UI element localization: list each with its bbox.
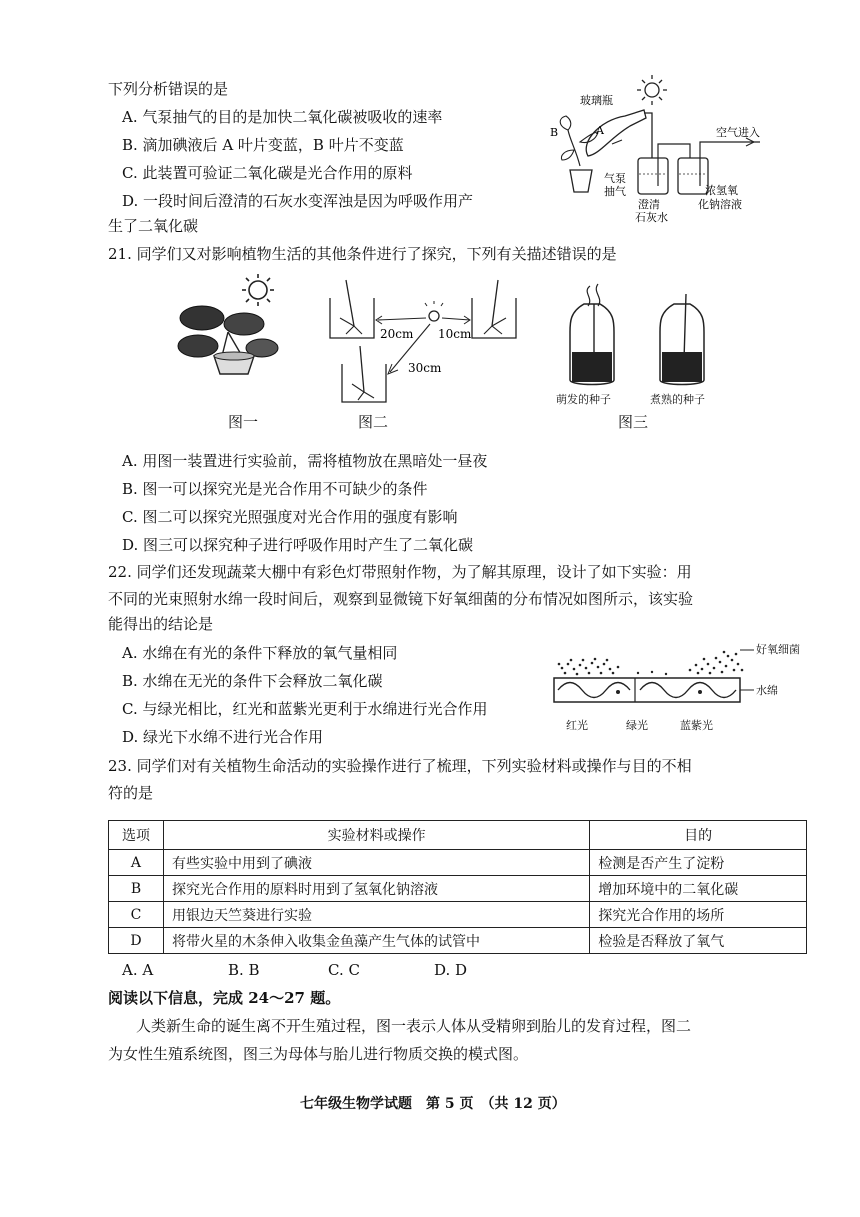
green-light-label: 绿光 — [626, 719, 648, 732]
table-row — [109, 850, 807, 876]
table-cell: 用银边天竺葵进行实验 — [163, 902, 589, 928]
table-cell: 探究光合作用的原料时用到了氢氧化钠溶液 — [163, 876, 589, 902]
q22-stem-line-1: 22. 同学们还发现蔬菜大棚中有彩色灯带照射作物，为了解其原理，设计了如下实验：用 — [108, 563, 692, 581]
q22-stem-line-2: 不同的光束照射水绵一段时间后，观察到显微镜下好氧细菌的分布情况如图所示，该实验 — [108, 590, 694, 608]
q20-apparatus-figure — [540, 70, 800, 224]
light-bulb-icon — [425, 301, 443, 321]
table-header: 实验材料或操作 — [163, 821, 589, 850]
q23-answer-a: A. A — [122, 961, 154, 979]
table-cell: 探究光合作用的场所 — [590, 902, 807, 928]
blue-violet-light-label: 蓝紫光 — [680, 719, 713, 732]
table-cell: 检测是否产生了淀粉 — [590, 850, 807, 876]
fig2-distance-30: 30cm — [408, 361, 442, 375]
table-cell: 将带火星的木条伸入收集金鱼藻产生气体的试管中 — [163, 928, 589, 954]
q22-option-c: C. 与绿光相比，红光和蓝紫光更利于水绵进行光合作用 — [122, 700, 488, 718]
q20-option-b: B. 滴加碘液后 A 叶片变蓝，B 叶片不变蓝 — [122, 136, 404, 154]
q23-answer-c: C. C — [328, 961, 360, 979]
leaf-b-label: B — [550, 126, 559, 139]
reading-paragraph-line-2: 为女性生殖系统图，图三为母体与胎儿进行物质交换的模式图。 — [108, 1045, 529, 1063]
q22-option-b: B. 水绵在无光的条件下会释放二氧化碳 — [122, 672, 383, 690]
q23-answer-d: D. D — [434, 961, 468, 979]
q21-option-c: C. 图二可以探究光照强度对光合作用的强度有影响 — [122, 508, 458, 526]
table-row — [109, 902, 807, 928]
table-header-row — [109, 821, 807, 850]
q22-option-d: D. 绿光下水绵不进行光合作用 — [122, 728, 324, 746]
q22-option-a: A. 水绵在有光的条件下释放的氧气量相同 — [122, 644, 398, 662]
fig3-label-germinating: 萌发的种子 — [556, 393, 611, 406]
fig2-caption: 图二 — [358, 413, 389, 431]
q22-stem-line-3: 能得出的结论是 — [108, 615, 214, 633]
pump-label-2: 抽气 — [604, 185, 626, 198]
table-row — [109, 928, 807, 954]
q21-figure-3 — [560, 282, 740, 392]
q21-option-d: D. 图三可以探究种子进行呼吸作用时产生了二氧化碳 — [122, 536, 474, 554]
fig3-caption: 图三 — [618, 413, 649, 431]
q20-option-a: A. 气泵抽气的目的是加快二氧化碳被吸收的速率 — [122, 108, 443, 126]
leaf-a-label: A — [596, 124, 604, 137]
table-cell: 增加环境中的二氧化碳 — [590, 876, 807, 902]
q20-option-d-cont: 生了二氧化碳 — [108, 217, 199, 235]
q23-options-table — [108, 820, 807, 954]
table-cell: B — [109, 876, 164, 902]
table-header: 目的 — [590, 821, 807, 850]
table-cell: 有些实验中用到了碘液 — [163, 850, 589, 876]
q21-option-b: B. 图一可以探究光是光合作用不可缺少的条件 — [122, 480, 428, 498]
red-light-label: 红光 — [566, 719, 588, 732]
q21-figure-2 — [322, 276, 522, 406]
q23-answer-b: B. B — [228, 961, 260, 979]
bacteria-dots — [558, 651, 744, 676]
naoh-label-2: 化钠溶液 — [698, 198, 742, 211]
page-footer: 七年级生物学试题 第 5 页 （共 12 页） — [300, 1096, 566, 1112]
table-cell: D — [109, 928, 164, 954]
lime-label-1: 澄清 — [638, 198, 660, 211]
q23-stem-line-2: 符的是 — [108, 784, 154, 802]
bacteria-label: 好氧细菌 — [756, 643, 800, 656]
q20-option-c: C. 此装置可验证二氧化碳是光合作用的原料 — [122, 164, 413, 182]
q20-option-d: D. 一段时间后澄清的石灰水变浑浊是因为呼吸作用产 — [122, 192, 474, 210]
q21-stem: 21. 同学们又对影响植物生活的其他条件进行了探究，下列有关描述错误的是 — [108, 245, 617, 263]
table-cell: A — [109, 850, 164, 876]
sun-icon — [637, 75, 667, 105]
q21-option-a: A. 用图一装置进行实验前，需将植物放在黑暗处一昼夜 — [122, 452, 488, 470]
algae-label: 水绵 — [756, 684, 778, 697]
fig2-distance-20: 20cm — [380, 327, 414, 341]
pump-label-1: 气泵 — [604, 172, 626, 185]
fig1-caption: 图一 — [228, 413, 259, 431]
fig2-distance-10: 10cm — [438, 327, 472, 341]
lime-label-2: 石灰水 — [635, 211, 668, 224]
table-cell: 检验是否释放了氧气 — [590, 928, 807, 954]
bottle-label: 玻璃瓶 — [580, 94, 613, 107]
air-in-label: 空气进入 — [716, 126, 760, 139]
q21-figure-1 — [172, 272, 292, 382]
naoh-label-1: 浓氢氧 — [705, 184, 738, 197]
q23-stem-line-1: 23. 同学们对有关植物生命活动的实验操作进行了梳理，下列实验材料或操作与目的不相 — [108, 757, 692, 775]
table-cell: C — [109, 902, 164, 928]
reading-paragraph-line-1: 人类新生命的诞生离不开生殖过程，图一表示人体从受精卵到胎儿的发育过程，图二 — [136, 1017, 692, 1035]
table-header: 选项 — [109, 821, 164, 850]
q20-stem: 下列分析错误的是 — [108, 80, 229, 98]
reading-title: 阅读以下信息，完成 24～27 题。 — [108, 989, 341, 1007]
fig3-label-boiled: 煮熟的种子 — [650, 393, 705, 406]
table-row — [109, 876, 807, 902]
sun-icon — [242, 274, 274, 306]
